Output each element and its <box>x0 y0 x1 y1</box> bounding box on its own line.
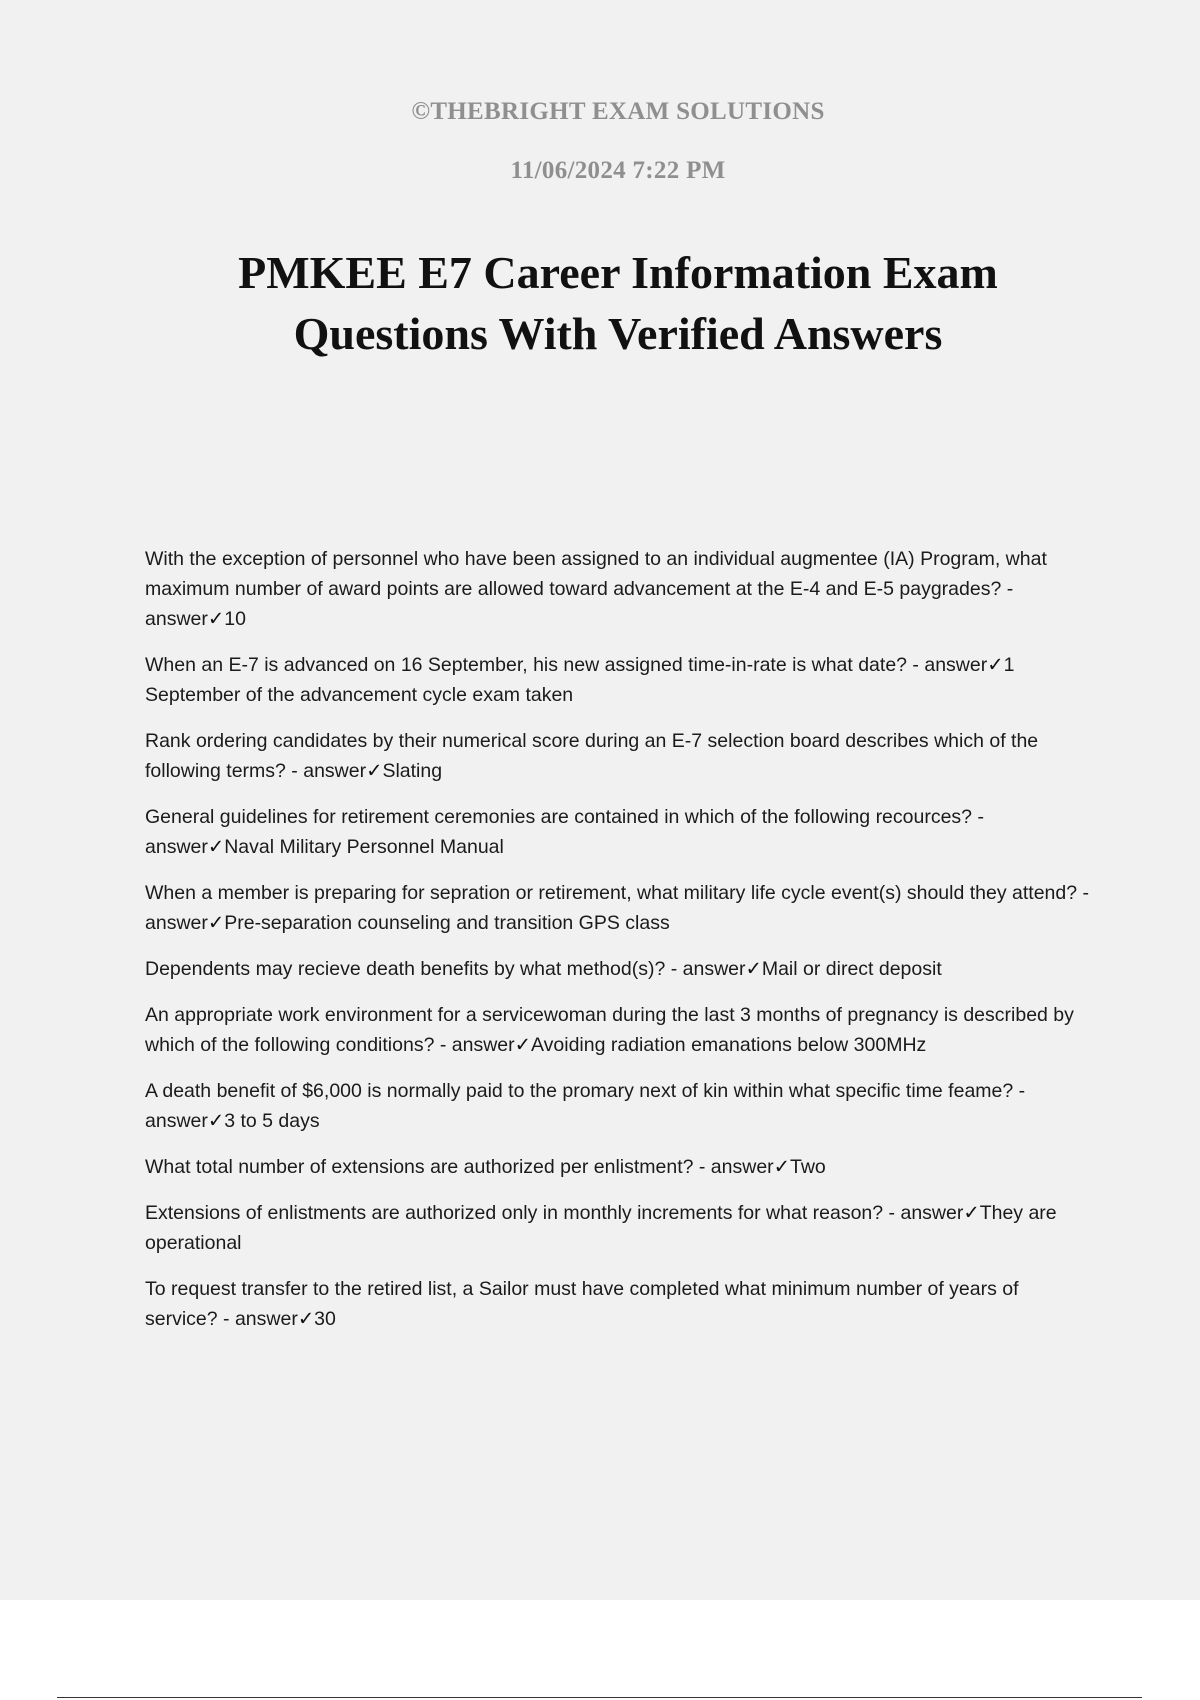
checkmark-icon: ✓ <box>987 654 1004 676</box>
question-text: Extensions of enlistments are authorized only in monthly increments for what reason? - <box>145 1202 901 1224</box>
qa-item <box>145 650 1090 710</box>
checkmark-icon: ✓ <box>207 608 225 630</box>
question-text: Dependents may recieve death benefits by what method(s)? - <box>145 958 683 980</box>
checkmark-icon: ✓ <box>297 1308 315 1330</box>
question-text: A death benefit of $6,000 is normally paid to the promary next of kin within what specific time feame? - <box>145 1080 1026 1102</box>
qa-item <box>145 1152 1090 1182</box>
title-line-1: PMKEE E7 Career Information Exam <box>238 247 998 298</box>
answer-marker: answer <box>924 654 988 676</box>
answer-text: Avoiding radiation emanations below 300MHz <box>530 1034 927 1056</box>
answer-text: Slating <box>382 760 443 782</box>
answer-text: They are operational <box>145 1202 1057 1254</box>
question-text: Rank ordering candidates by their numerical score during an E-7 selection board describes which of the following terms? - <box>145 730 1039 782</box>
checkmark-icon: ✓ <box>207 912 225 934</box>
qa-item <box>145 802 1090 862</box>
title-line-2: Questions With Verified Answers <box>293 308 943 359</box>
answer-marker: answer <box>145 608 208 630</box>
question-text: General guidelines for retirement ceremonies are contained in which of the following recources? - <box>145 806 984 828</box>
question-text: An appropriate work environment for a servicewoman during the last 3 months of pregnancy is described by which of the following conditions? - <box>145 1004 1074 1056</box>
answer-marker: answer <box>145 1110 208 1132</box>
qa-item <box>145 726 1090 786</box>
question-text: When an E-7 is advanced on 16 September, his new assigned time-in-rate is what date? - <box>145 654 925 676</box>
answer-marker: answer <box>451 1034 515 1056</box>
answer-marker: answer <box>145 912 208 934</box>
answer-marker: answer <box>303 760 367 782</box>
timestamp-text: 11/06/2024 7:22 PM <box>510 157 726 184</box>
checkmark-icon: ✓ <box>366 760 383 782</box>
answer-text: 3 to 5 days <box>224 1110 320 1132</box>
checkmark-icon: ✓ <box>963 1202 980 1224</box>
answer-marker: answer <box>234 1308 298 1330</box>
checkmark-icon: ✓ <box>745 958 762 980</box>
answer-text: 1 September of the advancement cycle exam taken <box>145 654 1015 706</box>
answer-marker: answer <box>900 1202 964 1224</box>
document-title <box>0 242 1200 364</box>
question-text: What total number of extensions are authorized per enlistment? - <box>145 1156 711 1178</box>
checkmark-icon: ✓ <box>773 1156 791 1178</box>
answer-marker: answer <box>682 958 746 980</box>
answer-text: Pre-separation counseling and transition GPS class <box>224 912 670 934</box>
qa-list <box>145 544 1090 1350</box>
qa-item <box>145 1274 1090 1334</box>
answer-marker: answer <box>145 836 208 858</box>
qa-item <box>145 878 1090 938</box>
qa-item <box>145 544 1090 634</box>
question-text: With the exception of personnel who have been assigned to an individual augmentee (IA) Program, what maximum number of award points are allowed toward advancement at the E-4 and E-5 paygrades? - <box>145 548 1047 600</box>
answer-text: Mail or direct deposit <box>761 958 942 980</box>
answer-text: Naval Military Personnel Manual <box>224 836 504 858</box>
question-text: To request transfer to the retired list, a Sailor must have completed what minimum number of years of service? - <box>145 1278 1019 1330</box>
qa-item <box>145 1000 1090 1060</box>
watermark-text: ©THEBRIGHT EXAM SOLUTIONS <box>411 98 825 125</box>
qa-item <box>145 1076 1090 1136</box>
qa-item <box>145 954 1090 984</box>
answer-text: 10 <box>224 608 246 630</box>
question-text: When a member is preparing for sepration or retirement, what military life cycle event(s) should they attend? - <box>145 882 1089 904</box>
qa-item <box>145 1198 1090 1258</box>
answer-text: Two <box>790 1156 826 1178</box>
page-divider <box>57 1697 1142 1698</box>
checkmark-icon: ✓ <box>514 1034 531 1056</box>
answer-text: 30 <box>314 1308 336 1330</box>
checkmark-icon: ✓ <box>207 1110 225 1132</box>
checkmark-icon: ✓ <box>207 836 225 858</box>
answer-marker: answer <box>710 1156 774 1178</box>
